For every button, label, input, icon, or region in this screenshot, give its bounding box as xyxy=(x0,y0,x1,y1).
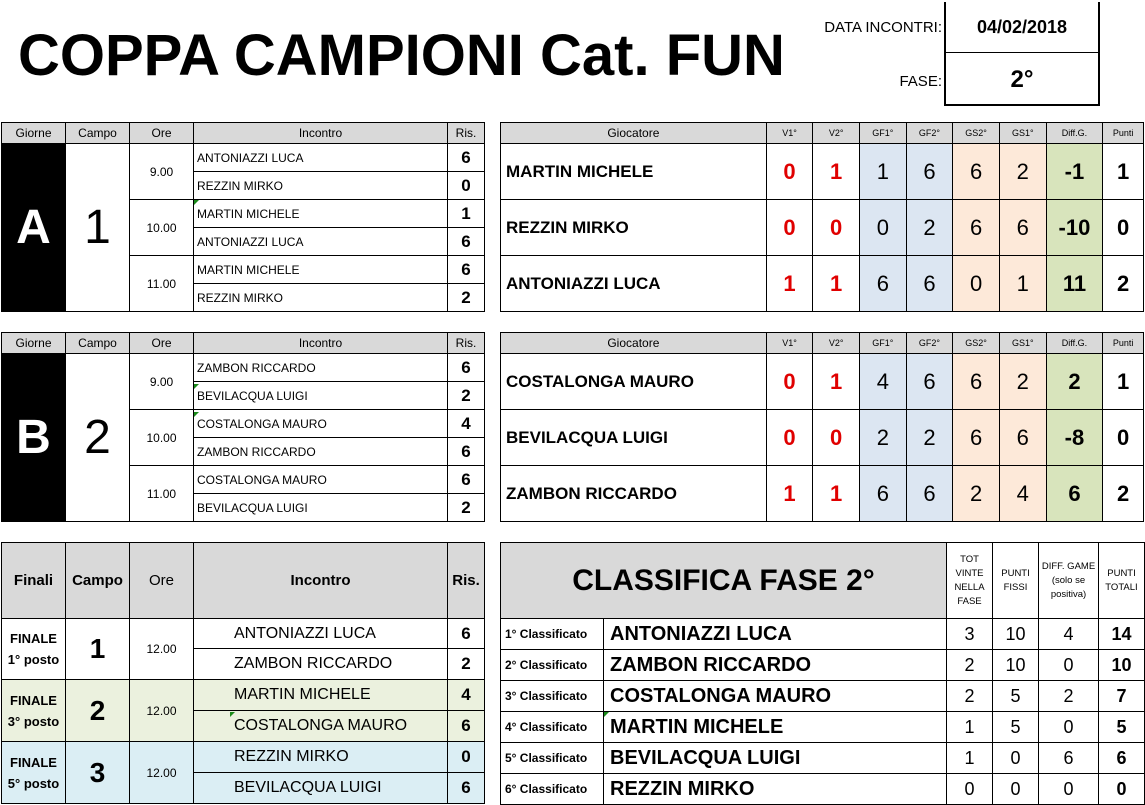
header-giocatore: Giocatore xyxy=(501,123,767,144)
ranking-vinte: 0 xyxy=(947,774,993,805)
player-name: BEVILACQUA LUIGI xyxy=(501,410,767,466)
player-v1: 0 xyxy=(766,410,813,466)
match-time: 11.00 xyxy=(130,466,194,522)
match-score: 2 xyxy=(448,284,485,312)
match-score: 2 xyxy=(448,494,485,522)
header-gs2: GS2° xyxy=(953,123,1000,144)
final-player: BEVILACQUA LUIGI xyxy=(194,773,448,804)
player-gs2: 2 xyxy=(953,466,1000,522)
player-diff: 11 xyxy=(1046,256,1103,312)
player-row xyxy=(501,466,1144,522)
header-gs1: GS1° xyxy=(999,333,1046,354)
header-incontro: Incontro xyxy=(194,333,448,354)
final-player: MARTIN MICHELE xyxy=(194,680,448,711)
final-campo: 3 xyxy=(66,742,130,804)
ranking-fissi: 0 xyxy=(993,743,1039,774)
header-ore: Ore xyxy=(130,123,194,144)
match-time: 11.00 xyxy=(130,256,194,312)
ranking-row xyxy=(501,619,1145,650)
classifica-title: CLASSIFICA FASE 2° xyxy=(501,543,947,619)
player-gf2: 6 xyxy=(906,144,953,200)
header-diff: Diff.G. xyxy=(1046,123,1103,144)
player-gf2: 6 xyxy=(906,256,953,312)
ranking-vinte: 1 xyxy=(947,712,993,743)
ranking-fissi: 10 xyxy=(993,650,1039,681)
match-time: 10.00 xyxy=(130,410,194,466)
player-gs1: 2 xyxy=(999,354,1046,410)
ranking-vinte: 3 xyxy=(947,619,993,650)
player-diff: -10 xyxy=(1046,200,1103,256)
ranking-diff: 0 xyxy=(1039,650,1099,681)
final-player: ZAMBON RICCARDO xyxy=(194,649,448,680)
final-score: 6 xyxy=(448,619,485,649)
comment-marker-icon xyxy=(194,200,199,205)
player-punti: 2 xyxy=(1103,466,1144,522)
player-name: ZAMBON RICCARDO xyxy=(501,466,767,522)
header-gs2: GS2° xyxy=(953,333,1000,354)
final-label xyxy=(2,680,66,742)
player-v1: 0 xyxy=(766,354,813,410)
match-score: 6 xyxy=(448,228,485,256)
ranking-fissi: 0 xyxy=(993,774,1039,805)
ranking-tot: 0 xyxy=(1099,774,1145,805)
ranking-position: 5° Classificato xyxy=(501,743,604,774)
final-label-line2: 3° posto xyxy=(7,713,60,729)
player-gf2: 6 xyxy=(906,466,953,522)
final-time: 12.00 xyxy=(130,619,194,680)
header-incontro: Incontro xyxy=(194,123,448,144)
final-label-line1: FINALE xyxy=(10,631,57,646)
final-score: 6 xyxy=(448,711,485,742)
player-row xyxy=(501,410,1144,466)
header-ris: Ris. xyxy=(448,543,485,619)
final-score: 0 xyxy=(448,742,485,773)
ranking-tot: 5 xyxy=(1099,712,1145,743)
match-score: 1 xyxy=(448,200,485,228)
player-name: ANTONIAZZI LUCA xyxy=(501,256,767,312)
ranking-diff: 0 xyxy=(1039,774,1099,805)
header-finali: Finali xyxy=(2,543,66,619)
player-v2: 1 xyxy=(813,354,860,410)
player-name: REZZIN MIRKO xyxy=(501,200,767,256)
player-v2: 1 xyxy=(813,144,860,200)
header-v1: V1° xyxy=(766,123,813,144)
ranking-diff: 2 xyxy=(1039,681,1099,712)
header-ris: Ris. xyxy=(448,333,485,354)
ranking-row xyxy=(501,681,1145,712)
player-gf2: 2 xyxy=(906,410,953,466)
player-gs2: 6 xyxy=(953,354,1000,410)
ranking-name: MARTIN MICHELE xyxy=(604,712,947,743)
ranking-row xyxy=(501,712,1145,743)
match-score: 6 xyxy=(448,466,485,494)
match-time: 9.00 xyxy=(130,354,194,410)
final-label xyxy=(2,742,66,804)
player-gf2: 6 xyxy=(906,354,953,410)
match-player: ANTONIAZZI LUCA xyxy=(194,228,448,256)
final-player: REZZIN MIRKO xyxy=(194,742,448,773)
ranking-diff: 0 xyxy=(1039,712,1099,743)
match-time: 9.00 xyxy=(130,144,194,200)
ranking-name: COSTALONGA MAURO xyxy=(604,681,947,712)
final-time: 12.00 xyxy=(130,680,194,742)
match-player: COSTALONGA MAURO xyxy=(194,466,448,494)
group-a-matches-table xyxy=(1,122,485,312)
player-gs1: 6 xyxy=(999,410,1046,466)
header-incontro: Incontro xyxy=(194,543,448,619)
match-player: REZZIN MIRKO xyxy=(194,284,448,312)
player-punti: 0 xyxy=(1103,200,1144,256)
ranking-vinte: 2 xyxy=(947,650,993,681)
fase-label: FASE: xyxy=(899,73,942,90)
header-ore: Ore xyxy=(130,543,194,619)
match-score: 4 xyxy=(448,410,485,438)
header-gf1: GF1° xyxy=(860,333,907,354)
ranking-name: REZZIN MIRKO xyxy=(604,774,947,805)
final-score: 6 xyxy=(448,773,485,804)
group-b-matches-table xyxy=(1,332,485,522)
ranking-fissi: 5 xyxy=(993,712,1039,743)
ranking-position: 2° Classificato xyxy=(501,650,604,681)
player-diff: -1 xyxy=(1046,144,1103,200)
data-incontri-label: DATA INCONTRI: xyxy=(824,19,942,36)
fase-value: 2° xyxy=(944,53,1100,106)
match-score: 0 xyxy=(448,172,485,200)
ranking-name: ZAMBON RICCARDO xyxy=(604,650,947,681)
page-title: COPPA CAMPIONI Cat. FUN xyxy=(18,23,785,88)
ranking-row xyxy=(501,774,1145,805)
data-incontri-value: 04/02/2018 xyxy=(944,2,1100,53)
group-letter: B xyxy=(2,354,66,522)
ranking-tot: 14 xyxy=(1099,619,1145,650)
header-campo: Campo xyxy=(66,543,130,619)
ranking-fissi: 5 xyxy=(993,681,1039,712)
player-gs1: 4 xyxy=(999,466,1046,522)
header-gs1: GS1° xyxy=(999,123,1046,144)
match-player: ZAMBON RICCARDO xyxy=(194,354,448,382)
final-score: 2 xyxy=(448,649,485,680)
match-player: ZAMBON RICCARDO xyxy=(194,438,448,466)
player-gf1: 1 xyxy=(860,144,907,200)
player-gs2: 6 xyxy=(953,410,1000,466)
match-player: MARTIN MICHELE xyxy=(194,256,448,284)
match-player: BEVILACQUA LUIGI xyxy=(194,494,448,522)
player-row xyxy=(501,144,1144,200)
player-punti: 2 xyxy=(1103,256,1144,312)
final-label-line1: FINALE xyxy=(10,692,57,708)
player-gf1: 0 xyxy=(860,200,907,256)
final-campo: 2 xyxy=(66,680,130,742)
group-campo: 2 xyxy=(66,354,130,522)
ranking-row xyxy=(501,743,1145,774)
player-v1: 1 xyxy=(766,466,813,522)
player-v1: 1 xyxy=(766,256,813,312)
final-label xyxy=(2,619,66,680)
ranking-position: 3° Classificato xyxy=(501,681,604,712)
header-diff-game: DIFF. GAME (solo se positiva) xyxy=(1039,543,1099,619)
player-v2: 1 xyxy=(813,466,860,522)
comment-marker-icon xyxy=(194,412,199,417)
ranking-row xyxy=(501,650,1145,681)
group-b-players-table xyxy=(500,332,1144,522)
final-label-line2: 5° posto xyxy=(7,775,60,791)
match-player: ANTONIAZZI LUCA xyxy=(194,144,448,172)
ranking-name: BEVILACQUA LUIGI xyxy=(604,743,947,774)
group-letter: A xyxy=(2,144,66,312)
final-campo: 1 xyxy=(66,619,130,680)
player-gs2: 0 xyxy=(953,256,1000,312)
final-label-line1: FINALE xyxy=(10,754,57,770)
header-punti-fissi: PUNTI FISSI xyxy=(993,543,1039,619)
final-label-line2: 1° posto xyxy=(7,652,60,667)
player-diff: 2 xyxy=(1046,354,1103,410)
ranking-fissi: 10 xyxy=(993,619,1039,650)
header-giorne: Giorne xyxy=(2,123,66,144)
player-diff: 6 xyxy=(1046,466,1103,522)
header-ore: Ore xyxy=(130,333,194,354)
player-v1: 0 xyxy=(766,144,813,200)
player-gf1: 4 xyxy=(860,354,907,410)
final-player: ANTONIAZZI LUCA xyxy=(194,619,448,649)
header-giocatore: Giocatore xyxy=(501,333,767,354)
player-v2: 0 xyxy=(813,200,860,256)
match-player: MARTIN MICHELE xyxy=(194,200,448,228)
player-row xyxy=(501,200,1144,256)
ranking-diff: 4 xyxy=(1039,619,1099,650)
comment-marker-icon xyxy=(604,712,609,717)
player-name: COSTALONGA MAURO xyxy=(501,354,767,410)
header-diff: Diff.G. xyxy=(1046,333,1103,354)
ranking-tot: 7 xyxy=(1099,681,1145,712)
player-name: MARTIN MICHELE xyxy=(501,144,767,200)
header-v1: V1° xyxy=(766,333,813,354)
player-gs2: 6 xyxy=(953,200,1000,256)
classifica-table xyxy=(500,542,1145,805)
player-gs1: 1 xyxy=(999,256,1046,312)
match-player: BEVILACQUA LUIGI xyxy=(194,382,448,410)
header-punti: Punti xyxy=(1103,123,1144,144)
header-gf2: GF2° xyxy=(906,333,953,354)
match-score: 6 xyxy=(448,256,485,284)
player-diff: -8 xyxy=(1046,410,1103,466)
match-time: 10.00 xyxy=(130,200,194,256)
header-campo: Campo xyxy=(66,333,130,354)
comment-marker-icon xyxy=(194,384,199,389)
player-row xyxy=(501,256,1144,312)
player-gf1: 2 xyxy=(860,410,907,466)
player-gs1: 2 xyxy=(999,144,1046,200)
player-punti: 0 xyxy=(1103,410,1144,466)
final-score: 4 xyxy=(448,680,485,711)
player-punti: 1 xyxy=(1103,354,1144,410)
header-v2: V2° xyxy=(813,123,860,144)
header-punti: Punti xyxy=(1103,333,1144,354)
player-gf1: 6 xyxy=(860,466,907,522)
player-gf2: 2 xyxy=(906,200,953,256)
player-v2: 1 xyxy=(813,256,860,312)
player-v2: 0 xyxy=(813,410,860,466)
header-ris: Ris. xyxy=(448,123,485,144)
player-v1: 0 xyxy=(766,200,813,256)
header-gf2: GF2° xyxy=(906,123,953,144)
ranking-position: 1° Classificato xyxy=(501,619,604,650)
match-score: 6 xyxy=(448,438,485,466)
player-row xyxy=(501,354,1144,410)
match-score: 6 xyxy=(448,144,485,172)
finals-table xyxy=(1,542,485,804)
group-campo: 1 xyxy=(66,144,130,312)
player-gs2: 6 xyxy=(953,144,1000,200)
group-a-players-table xyxy=(500,122,1144,312)
ranking-tot: 10 xyxy=(1099,650,1145,681)
match-player: REZZIN MIRKO xyxy=(194,172,448,200)
match-player: COSTALONGA MAURO xyxy=(194,410,448,438)
final-time: 12.00 xyxy=(130,742,194,804)
header-campo: Campo xyxy=(66,123,130,144)
player-gs1: 6 xyxy=(999,200,1046,256)
comment-marker-icon xyxy=(230,712,235,717)
ranking-diff: 6 xyxy=(1039,743,1099,774)
player-punti: 1 xyxy=(1103,144,1144,200)
header-tot-vinte: TOT VINTE NELLA FASE xyxy=(947,543,993,619)
ranking-position: 4° Classificato xyxy=(501,712,604,743)
ranking-vinte: 1 xyxy=(947,743,993,774)
ranking-vinte: 2 xyxy=(947,681,993,712)
match-score: 6 xyxy=(448,354,485,382)
final-player: COSTALONGA MAURO xyxy=(194,711,448,742)
header-giorne: Giorne xyxy=(2,333,66,354)
match-score: 2 xyxy=(448,382,485,410)
ranking-name: ANTONIAZZI LUCA xyxy=(604,619,947,650)
header-v2: V2° xyxy=(813,333,860,354)
ranking-position: 6° Classificato xyxy=(501,774,604,805)
ranking-tot: 6 xyxy=(1099,743,1145,774)
player-gf1: 6 xyxy=(860,256,907,312)
header-gf1: GF1° xyxy=(860,123,907,144)
header-punti-totali: PUNTI TOTALI xyxy=(1099,543,1145,619)
